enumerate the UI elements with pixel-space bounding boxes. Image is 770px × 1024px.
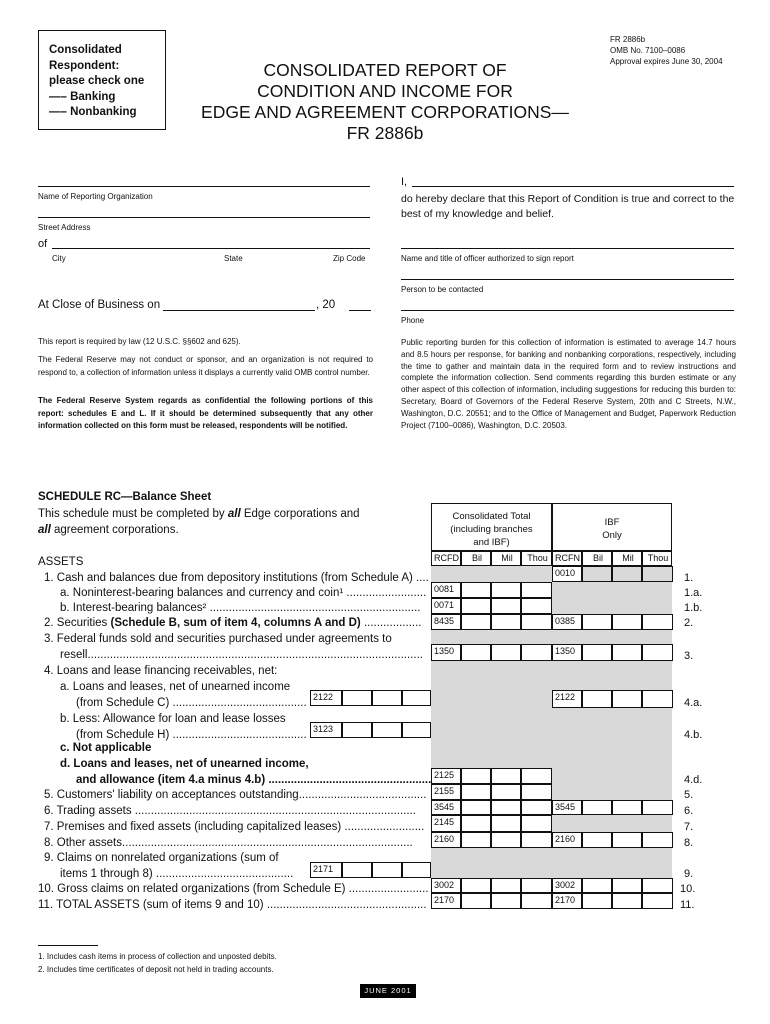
amount-cell[interactable] xyxy=(521,893,552,909)
item-code: 0385 xyxy=(552,614,582,630)
amount-cell[interactable] xyxy=(461,878,491,893)
amount-cell[interactable] xyxy=(612,644,642,661)
shaded-cell xyxy=(552,768,672,800)
item-code: 0010 xyxy=(552,566,582,582)
row-4d: d. Loans and leases, net of unearned income, xyxy=(60,758,309,770)
shaded-cell xyxy=(431,848,672,878)
i-label: I, xyxy=(401,176,408,188)
year-prefix: , 20 xyxy=(316,299,336,311)
amount-cell[interactable] xyxy=(521,878,552,893)
amount-cell[interactable] xyxy=(642,690,673,708)
amount-cell[interactable] xyxy=(612,690,642,708)
shaded-cell xyxy=(552,708,672,768)
amount-cell[interactable] xyxy=(521,582,552,598)
footnote-2: 2. Includes time certificates of deposit not held in trading accounts. xyxy=(38,965,274,974)
amount-cell[interactable] xyxy=(461,582,491,598)
row-1a: a. Noninterest-bearing balances and currency and coin¹ ......................... xyxy=(60,587,427,599)
amount-cell[interactable] xyxy=(491,784,521,800)
row-10: 10. Gross claims on related organizations (from Schedule E) ......................... xyxy=(38,883,429,895)
amount-cell[interactable] xyxy=(342,722,372,738)
amount-cell[interactable] xyxy=(461,800,491,815)
item-code: 1350 xyxy=(431,644,461,661)
amount-cell[interactable] xyxy=(342,690,372,706)
item-number: 4.a. xyxy=(684,697,703,709)
assets-heading: ASSETS xyxy=(38,556,84,568)
row-4c: c. Not applicable xyxy=(60,742,152,754)
shaded-cell xyxy=(431,566,552,582)
amount-cell[interactable] xyxy=(612,566,642,582)
mil-header: Mil xyxy=(612,551,642,566)
amount-cell[interactable] xyxy=(582,644,612,661)
schedule-description xyxy=(38,507,418,538)
item-number: 5. xyxy=(684,789,694,801)
item-number: 7. xyxy=(684,821,694,833)
item-code: 2160 xyxy=(552,832,582,848)
item-code: 0071 xyxy=(431,598,461,614)
fed-notice: The Federal Reserve may not conduct or sponsor, and an organization is not required to respond to, a collection of information unless it displays a currently valid OMB control number. xyxy=(38,355,373,377)
amount-cell[interactable] xyxy=(642,644,673,661)
page-title xyxy=(185,60,585,144)
item-number: 4.d. xyxy=(684,774,703,786)
amount-cell[interactable] xyxy=(491,598,521,614)
amount-cell[interactable] xyxy=(491,832,521,848)
amount-cell[interactable] xyxy=(402,690,431,706)
banking-checkbox[interactable]: —– Banking xyxy=(49,90,116,103)
amount-cell[interactable] xyxy=(612,614,642,630)
col1-header-line: and IBF) xyxy=(473,537,510,548)
item-number: 10. xyxy=(680,883,696,895)
desc-emph: all xyxy=(38,523,51,536)
bil-header: Bil xyxy=(461,551,491,566)
thou-header: Thou xyxy=(521,551,552,566)
officer-line[interactable] xyxy=(401,248,734,249)
footnote-rule xyxy=(38,945,98,946)
amount-cell[interactable] xyxy=(402,862,431,878)
title-line: CONDITION AND INCOME FOR xyxy=(257,81,513,101)
year-line[interactable] xyxy=(349,310,371,311)
row-3: 3. Federal funds sold and securities purchased under agreements to xyxy=(44,633,392,645)
amount-cell[interactable] xyxy=(491,644,521,661)
nonbanking-checkbox[interactable]: —– Nonbanking xyxy=(49,106,137,118)
row-4b-cont: (from Schedule H) .......................................... xyxy=(76,729,307,741)
amount-cell[interactable] xyxy=(642,893,673,909)
law-notice: This report is required by law (12 U.S.C. §§602 and 625). xyxy=(38,337,241,346)
amount-cell[interactable] xyxy=(521,768,552,784)
amount-cell[interactable] xyxy=(582,832,612,848)
zip-label: Zip Code xyxy=(333,254,366,263)
amount-cell[interactable] xyxy=(582,800,612,815)
amount-cell[interactable] xyxy=(612,800,642,815)
desc-part: Edge corporations and xyxy=(240,508,360,520)
amount-cell[interactable] xyxy=(642,878,673,893)
contact-line[interactable] xyxy=(401,279,734,280)
shaded-cell xyxy=(552,582,672,614)
amount-cell[interactable] xyxy=(491,800,521,815)
title-line: FR 2886b xyxy=(346,123,424,143)
amount-cell[interactable] xyxy=(642,800,673,815)
shaded-cell xyxy=(431,690,552,768)
amount-cell[interactable] xyxy=(521,815,552,832)
street-label: Street Address xyxy=(38,223,91,232)
title-line: EDGE AND AGREEMENT CORPORATIONS— xyxy=(201,102,569,122)
form-number: FR 2886b xyxy=(610,35,646,44)
amount-cell[interactable] xyxy=(491,768,521,784)
item-code: 2155 xyxy=(431,784,461,800)
declarant-line[interactable] xyxy=(412,186,734,187)
org-name-line[interactable] xyxy=(38,186,370,187)
item-code: 1350 xyxy=(552,644,582,661)
of-label: of xyxy=(38,238,48,250)
mil-header: Mil xyxy=(491,551,521,566)
item-number: 1.a. xyxy=(684,587,703,599)
item-number: 9. xyxy=(684,868,694,880)
row-4a: a. Loans and leases, net of unearned income xyxy=(60,681,291,693)
footer-date-badge: JUNE 2001 xyxy=(360,984,416,998)
col2-header-line: Only xyxy=(602,530,622,541)
approval-expiry: Approval expires June 30, 2004 xyxy=(610,57,723,66)
phone-label: Phone xyxy=(401,316,425,325)
confidential-notice: The Federal Reserve System regards as confidential the following portions of this report: schedules E and L. If it should be determined subsequently that any other information collected on this form must be released, respondents will be notified. xyxy=(38,396,373,430)
amount-cell[interactable] xyxy=(521,800,552,815)
row-11: 11. TOTAL ASSETS (sum of items 9 and 10) .................................................. xyxy=(38,899,427,911)
row-4a-cont: (from Schedule C) .......................................... xyxy=(76,697,307,709)
row-4: 4. Loans and lease financing receivables, net: xyxy=(44,665,278,677)
amount-cell[interactable] xyxy=(642,566,673,582)
item-code: 2170 xyxy=(552,893,582,909)
city-state-zip-line[interactable] xyxy=(52,248,370,249)
code-2122: 2122 xyxy=(310,690,342,706)
amount-cell[interactable] xyxy=(461,784,491,800)
amount-cell[interactable] xyxy=(491,815,521,832)
amount-cell[interactable] xyxy=(582,893,612,909)
officer-label: Name and title of officer authorized to sign report xyxy=(401,254,574,263)
row-7: 7. Premises and fixed assets (including capitalized leases) ......................... xyxy=(44,821,425,833)
amount-cell[interactable] xyxy=(372,862,402,878)
item-code: 0081 xyxy=(431,582,461,598)
item-number: 2. xyxy=(684,617,694,629)
item-number: 4.b. xyxy=(684,729,703,741)
code-2171: 2171 xyxy=(310,862,342,878)
row-1b: b. Interest-bearing balances² .................................................................. xyxy=(60,602,421,614)
respondent-type-box xyxy=(38,30,166,130)
row-4d-cont: and allowance (item 4.a minus 4.b) ................................................... xyxy=(76,774,432,786)
row-3-cont: resell......................................................................................................... xyxy=(60,649,423,661)
item-code: 2125 xyxy=(431,768,461,784)
amount-cell[interactable] xyxy=(582,878,612,893)
omb-number: OMB No. 7100–0086 xyxy=(610,46,686,55)
row-9-cont: items 1 through 8) ........................................... xyxy=(60,868,294,880)
item-code: 2160 xyxy=(431,832,461,848)
footnote-1: 1. Includes cash items in process of collection and unposted debits. xyxy=(38,952,277,961)
item-code: 3545 xyxy=(431,800,461,815)
contact-label: Person to be contacted xyxy=(401,285,484,294)
item-number: 8. xyxy=(684,837,694,849)
city-label: City xyxy=(52,254,66,263)
amount-cell[interactable] xyxy=(521,784,552,800)
burden-notice: Public reporting burden for this collection of information is estimated to average 14.7 hours and 8.5 hours per response, for banking and nonbanking corporations, respectively, including the time to gather and maintain data in the required form and to review instructions and complete the information collection. Send comments regarding this burden estimate or any other aspect of this collection of information, including suggestions for reducing this burden to: Secretary, Board of Governors of the Federal Reserve System, 20th and C Streets, N.W., Washington, D.C. 20551; and to the Office of Management and Budget, Paperwork Reduction Project (7100–0086), Washington, D.C. 20503. xyxy=(401,338,736,430)
shaded-cell xyxy=(552,815,672,832)
item-number: 1. xyxy=(684,572,694,584)
item-code: 2122 xyxy=(552,690,582,708)
amount-cell[interactable] xyxy=(612,878,642,893)
item-number: 1.b. xyxy=(684,602,703,614)
desc-part: This schedule must be completed by xyxy=(38,508,228,520)
declaration-text: do hereby declare that this Report of Condition is true and correct to the best of my knowledge and belief. xyxy=(401,193,735,220)
item-code: 8435 xyxy=(431,614,461,630)
amount-cell[interactable] xyxy=(372,722,402,738)
item-code: 2170 xyxy=(431,893,461,909)
amount-cell[interactable] xyxy=(642,832,673,848)
row-6: 6. Trading assets ........................................................................................ xyxy=(44,805,416,817)
amount-cell[interactable] xyxy=(521,614,552,630)
item-code: 2145 xyxy=(431,815,461,832)
amount-cell[interactable] xyxy=(491,614,521,630)
row-9: 9. Claims on nonrelated organizations (sum of xyxy=(44,852,279,864)
desc-emph: all xyxy=(227,508,241,520)
amount-cell[interactable] xyxy=(461,598,491,614)
amount-cell[interactable] xyxy=(461,832,491,848)
amount-cell[interactable] xyxy=(342,862,372,878)
amount-cell[interactable] xyxy=(461,768,491,784)
title-line: CONSOLIDATED REPORT OF xyxy=(263,60,507,80)
row-8: 8. Other assets........................................................................................... xyxy=(44,837,413,849)
amount-cell[interactable] xyxy=(521,598,552,614)
shaded-cell xyxy=(431,630,672,644)
amount-cell[interactable] xyxy=(461,893,491,909)
amount-cell[interactable] xyxy=(582,614,612,630)
item-number: 3. xyxy=(684,650,694,662)
rcfn-header: RCFN xyxy=(552,551,582,566)
col1-header-line: Consolidated Total xyxy=(452,511,531,522)
thou-header: Thou xyxy=(642,551,672,566)
row-5: 5. Customers' liability on acceptances outstanding........................................ xyxy=(44,789,427,801)
bil-header: Bil xyxy=(582,551,612,566)
respondent-line: please check one xyxy=(49,75,145,87)
respondent-line: Respondent: xyxy=(49,59,120,72)
amount-cell[interactable] xyxy=(461,644,491,661)
ibf-only-header xyxy=(552,503,672,551)
col1-header-line: (including branches xyxy=(450,524,533,535)
amount-cell[interactable] xyxy=(461,815,491,832)
consolidated-total-header xyxy=(431,503,552,551)
row-4b: b. Less: Allowance for loan and lease losses xyxy=(60,713,286,725)
amount-cell[interactable] xyxy=(461,614,491,630)
amount-cell[interactable] xyxy=(521,832,552,848)
amount-cell[interactable] xyxy=(612,832,642,848)
amount-cell[interactable] xyxy=(582,566,612,582)
amount-cell[interactable] xyxy=(372,690,402,706)
amount-cell[interactable] xyxy=(521,644,552,661)
amount-cell[interactable] xyxy=(491,582,521,598)
item-code: 3545 xyxy=(552,800,582,815)
item-number: 11. xyxy=(680,899,695,911)
form-id-block xyxy=(610,34,723,67)
org-name-label: Name of Reporting Organization xyxy=(38,192,153,201)
respondent-line: Consolidated xyxy=(49,44,122,56)
desc-part: agreement corporations. xyxy=(50,523,179,536)
amount-cell[interactable] xyxy=(612,893,642,909)
street-line[interactable] xyxy=(38,217,370,218)
state-label: State xyxy=(224,254,243,263)
rcfd-header: RCFD xyxy=(431,551,461,566)
amount-cell[interactable] xyxy=(402,722,431,738)
item-number: 6. xyxy=(684,805,694,817)
row-2-text: 2. Securities (Schedule B, sum of item 4, columns A and D) .................. xyxy=(44,617,422,629)
shaded-cell xyxy=(431,661,672,690)
close-business-label: At Close of Business on xyxy=(38,299,161,311)
item-code: 3002 xyxy=(552,878,582,893)
amount-cell[interactable] xyxy=(582,690,612,708)
row-1: 1. Cash and balances due from depository institutions (from Schedule A) .... xyxy=(44,572,429,584)
amount-cell[interactable] xyxy=(491,878,521,893)
close-date-line[interactable] xyxy=(163,310,315,311)
item-code: 3002 xyxy=(431,878,461,893)
amount-cell[interactable] xyxy=(491,893,521,909)
col2-header-line: IBF xyxy=(604,517,620,528)
code-3123: 3123 xyxy=(310,722,342,738)
schedule-title: SCHEDULE RC—Balance Sheet xyxy=(38,491,212,503)
row-2 xyxy=(44,617,421,629)
amount-cell[interactable] xyxy=(642,614,673,630)
phone-line[interactable] xyxy=(401,310,734,311)
